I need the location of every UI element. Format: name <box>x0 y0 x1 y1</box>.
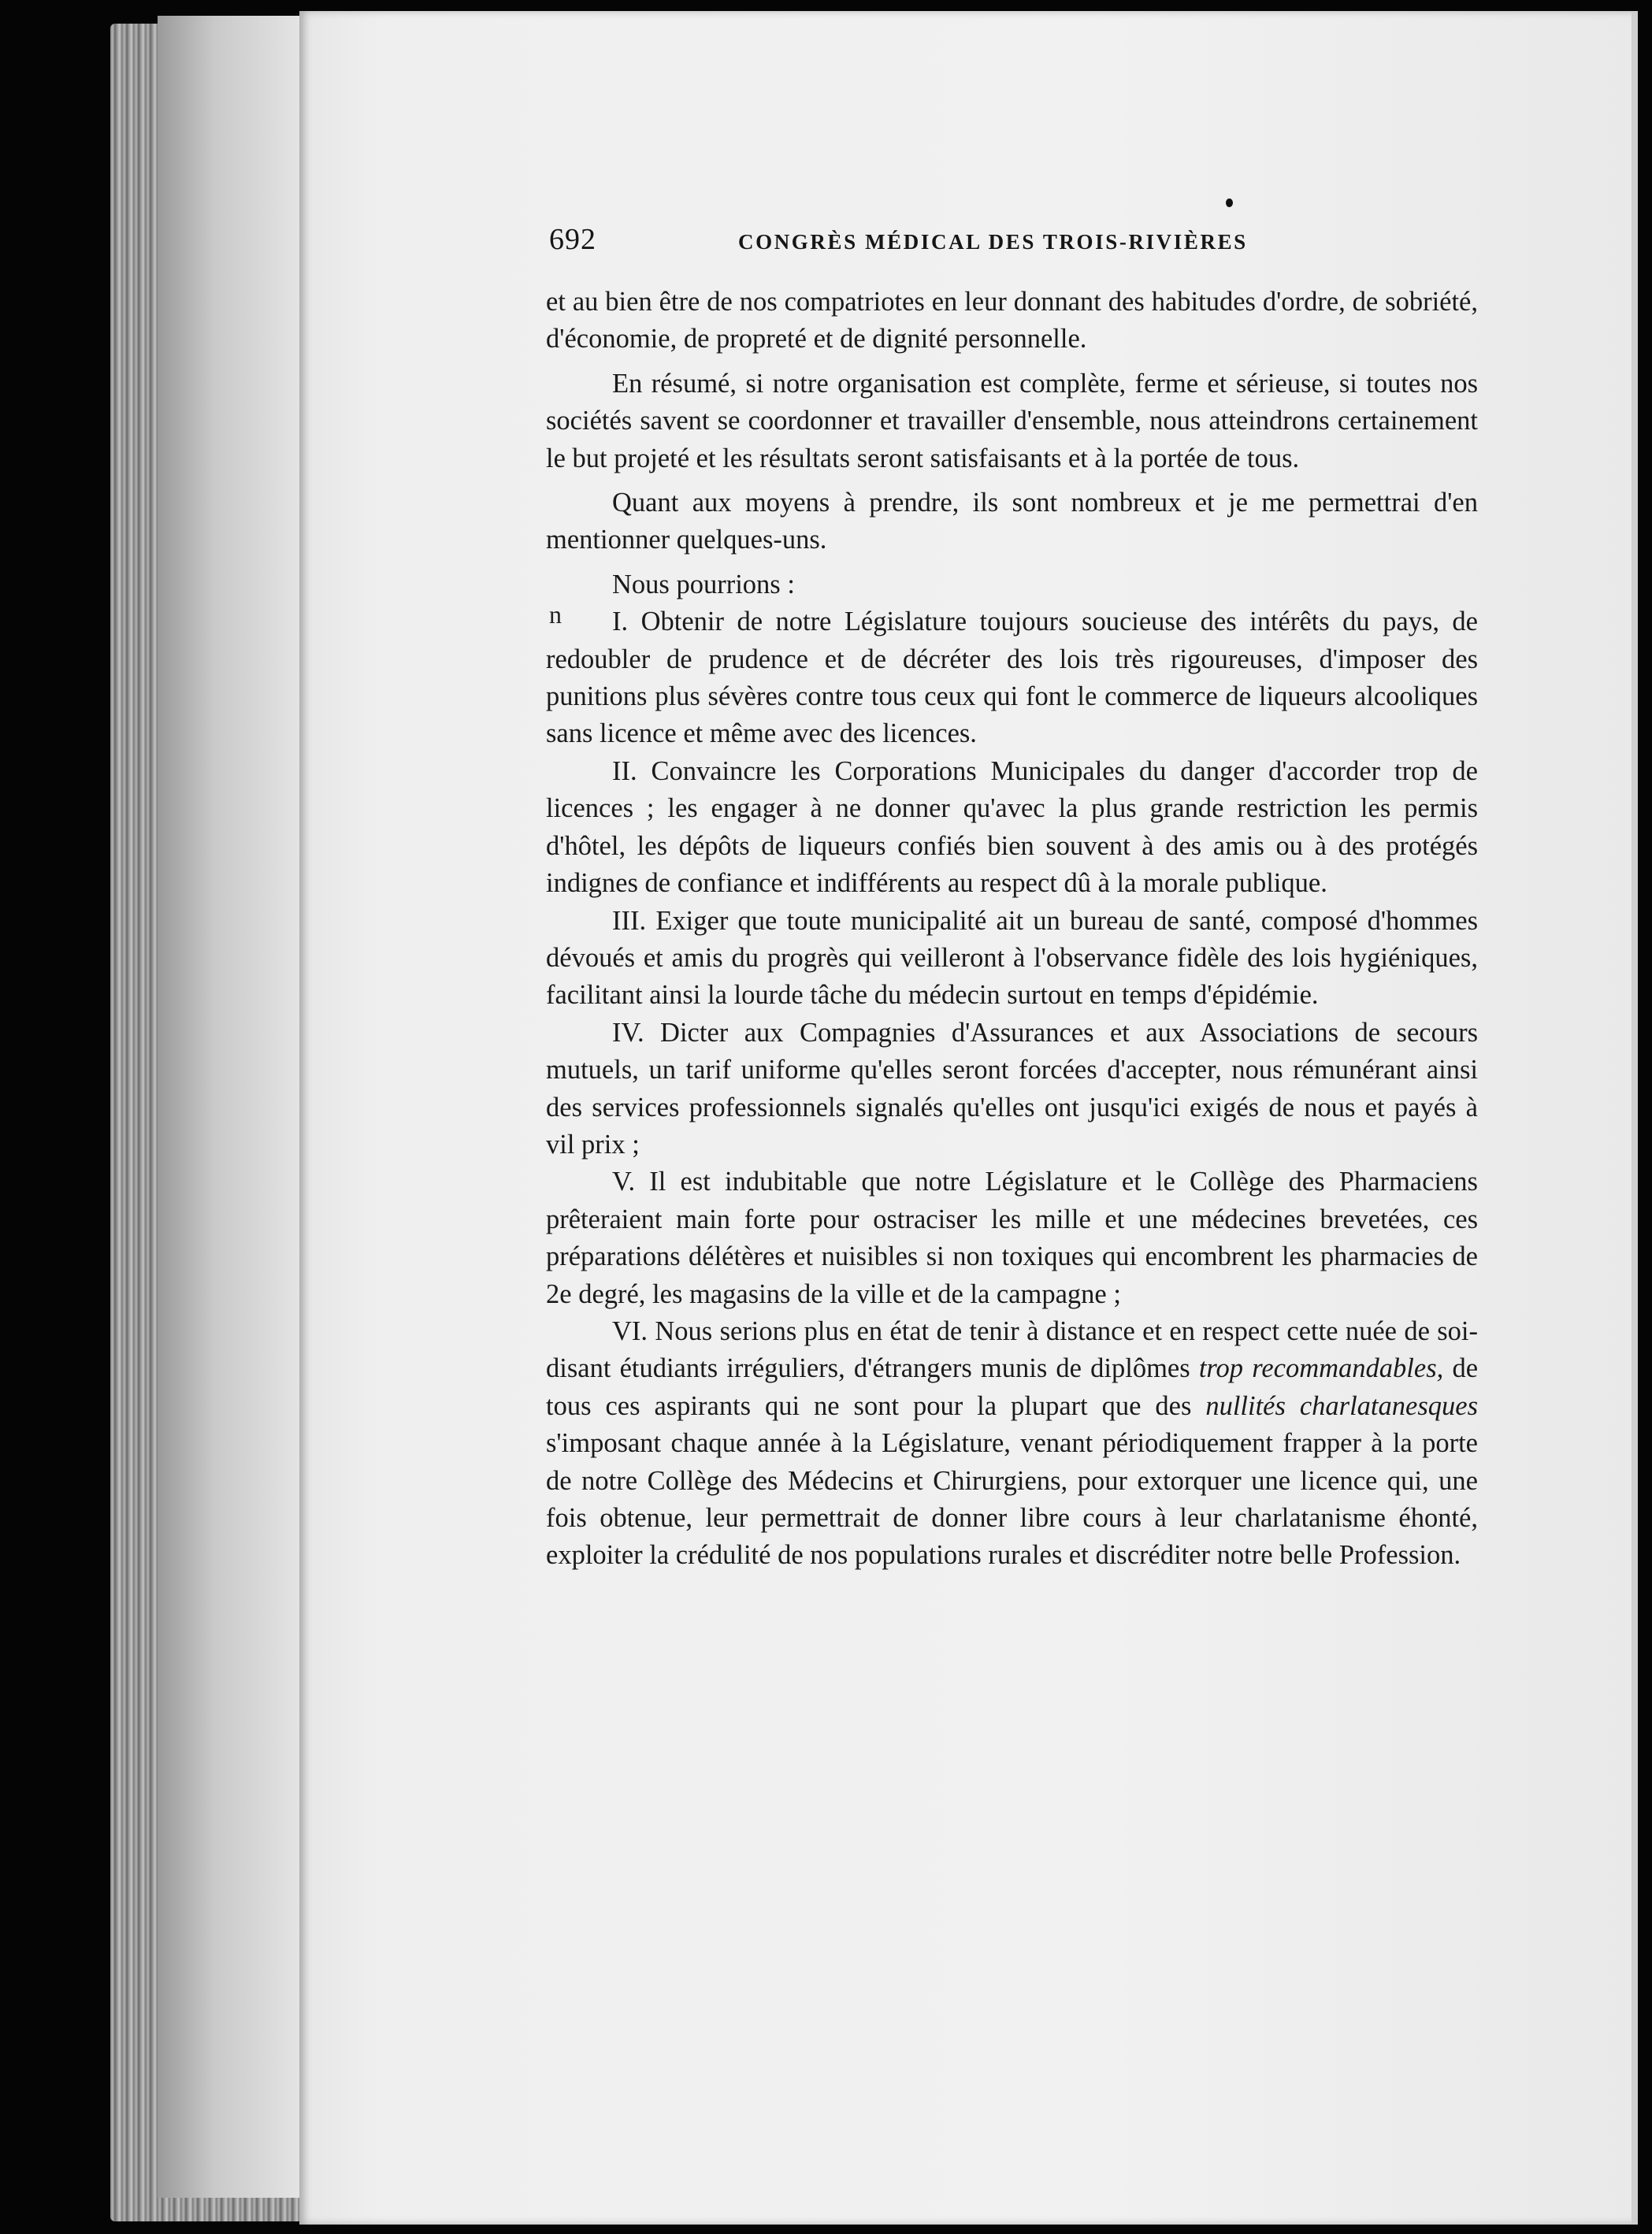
book-page-edge <box>158 16 299 2198</box>
text-run: VI. Nous serions plus en état de tenir à distance et en respect cette nuée de soi-disant étudiants irréguliers, d'étrangers munis de diplômes <box>546 1316 1478 1384</box>
text-run: de tous ces aspirants qui ne sont pour la plupart que des <box>546 1353 1479 1421</box>
text-run: s'imposant chaque année à la Législature, venant périodiquement frapper à la porte de notre Collège des Médecins et Chirurgiens, pour extorquer une licence qui, une fois obtenue, leur permettrait de donner libre cours à leur charlatanisme éhonté, exploiter la crédulité de nos populations rurales et discréditer notre belle Profession. <box>546 1428 1478 1571</box>
running-header <box>549 222 1337 262</box>
ink-dot <box>1226 199 1233 207</box>
paragraph: En résumé, si notre organisation est complète, ferme et sérieuse, si toutes nos sociétés savent se coordonner et travailler d'ensemble, nous atteindrons certainement le but projeté et les résultats seront satisfaisants et à la portée de tous. <box>546 368 1478 473</box>
running-title: CONGRÈS MÉDICAL DES TROIS-RIVIÈRES <box>738 230 1248 254</box>
paragraph: et au bien être de nos compatriotes en leur donnant des habitudes d'ordre, de sobriété, d'économie, de propreté et de dignité personnelle. <box>546 287 1478 354</box>
paragraph: Nous pourrions : <box>612 569 795 599</box>
page-right-edge <box>1632 11 1638 2225</box>
list-item: I. Obtenir de notre Législature toujours soucieuse des intérêts du pays, de redoubler de prudence et de décréter des lois très rigoureuses, d'imposer des punitions plus sévères contre tous ceux qui font le commerce de liqueurs alcooliques sans licence et même avec des licences. <box>546 607 1478 749</box>
italic-text: trop recommandables, <box>1198 1353 1444 1384</box>
list-item <box>546 1313 1478 1575</box>
page-number: 692 <box>549 223 596 256</box>
margin-mark: n <box>549 600 562 629</box>
paragraph: Quant aux moyens à prendre, ils sont nombreux et je me permettrai d'en mentionner quelques-uns. <box>546 488 1478 555</box>
list-item: V. Il est indubitable que notre Législature et le Collège des Pharmaciens prêteraient main forte pour ostraciser les mille et une médecines brevetées, ces préparations délétères et nuisibles si non toxiques qui encombrent les pharmacies de 2e degré, les magasins de la ville et de la campagne ; <box>546 1167 1478 1309</box>
body-text <box>546 284 1478 1575</box>
list-item: III. Exiger que toute municipalité ait un bureau de santé, composé d'hommes dévoués et amis du progrès qui veilleront à l'observance fidèle des lois hygiéniques, facilitant ainsi la lourde tâche du médecin surtout en temps d'épidémie. <box>546 905 1478 1011</box>
list-item: II. Convaincre les Corporations Municipales du danger d'accorder trop de licences ; les engager à ne donner qu'avec la plus grande restriction les permis d'hôtel, les dépôts de liqueurs confiés bien souvent à des amis ou à des protégés indignes de confiance et indifférents au respect dû à la morale publique. <box>546 755 1478 899</box>
list-item: IV. Dicter aux Compagnies d'Assurances et aux Associations de secours mutuels, un tarif uniforme qu'elles seront forcées d'accepter, nous rémunérant ainsi des services professionnels signalés qu'elles ont jusqu'ici exigés de nous et payés à vil prix ; <box>546 1017 1478 1160</box>
italic-text: nullités charlatanesques <box>1205 1390 1478 1421</box>
